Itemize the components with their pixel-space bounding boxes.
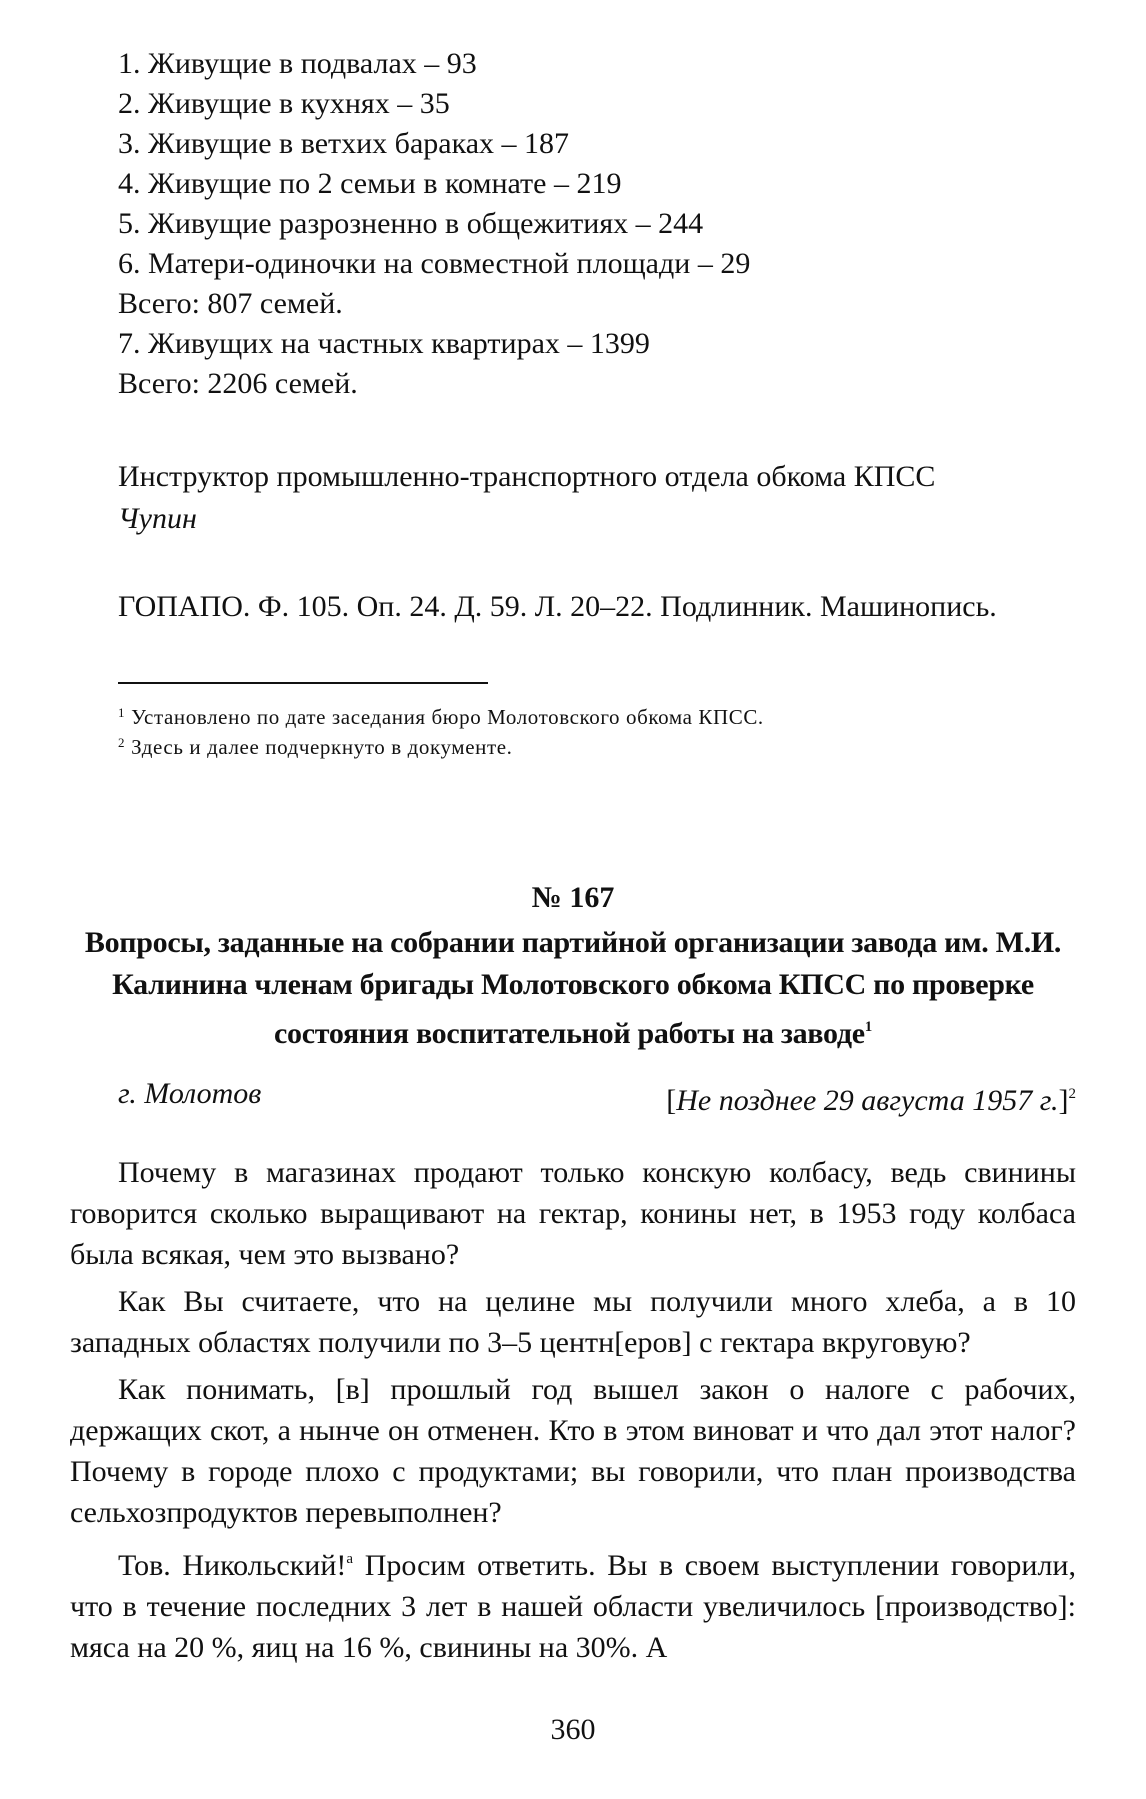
paragraph-rest: Просим ответить. Вы в своем выступлении говорили, что в течение последних 3 лет в нашей области увеличилось [производство]: мяса на 20 %, яиц на 16 %, свинины на 30%. А: [70, 1549, 1076, 1664]
body-paragraph: Почему в магазинах продают только конскую колбасу, ведь свинины говорится сколько выращивают на гектар, конины нет, в 1953 году колбаса была всякая, чем это вызвано?: [70, 1156, 1076, 1271]
signer-position: Инструктор промышленно-транспортного отдела обкома КПСС: [118, 460, 936, 493]
footnote-text: Установлено по дате заседания бюро Молотовского обкома КПСС.: [131, 705, 764, 729]
document-body: [70, 1152, 1076, 1674]
footnotes: [118, 700, 1038, 760]
date-text: Не позднее 29 августа 1957 г.: [676, 1084, 1059, 1117]
list-item: 5. Живущие разрозненно в общежитиях – 244: [118, 207, 704, 240]
signature-block: [118, 456, 1078, 540]
list-item: 1. Живущие в подвалах – 93: [118, 47, 477, 80]
footnote-divider: [118, 682, 488, 684]
footnote: [118, 730, 1038, 760]
housing-list: [118, 44, 1078, 404]
document-date: [666, 1074, 1076, 1121]
document-number: № 167: [531, 881, 615, 914]
list-item: 7. Живущих на частных квартирах – 1399: [118, 327, 650, 360]
footnote: [118, 700, 1038, 730]
footnote-text: Здесь и далее подчеркнуто в документе.: [131, 735, 513, 759]
footnote-mark: 2: [1068, 1086, 1076, 1102]
footnote-mark: а: [346, 1551, 354, 1567]
footnote-mark: 1: [864, 1019, 872, 1035]
body-paragraph: [70, 1539, 1076, 1668]
paragraph-start: Тов. Никольский!: [118, 1549, 347, 1582]
date-bracket-close: ]: [1058, 1084, 1069, 1117]
document-place: г. Молотов: [118, 1077, 262, 1110]
list-item: 2. Живущие в кухнях – 35: [118, 87, 450, 120]
list-item: 4. Живущие по 2 семьи в комнате – 219: [118, 167, 622, 200]
list-item: 6. Матери-одиночки на совместной площади – 29: [118, 247, 751, 280]
footnote-mark: 2: [118, 735, 126, 750]
signer-name: Чупин: [118, 502, 197, 535]
list-total: Всего: 2206 семей.: [118, 367, 358, 400]
body-paragraph: Как понимать, [в] прошлый год вышел закон о налоге с рабочих, держащих скот, а нынче он отменен. Кто в этом виноват и что дал этот налог? Почему в городе плохо с продуктами; вы говорили, что план производства сельхозпродуктов перевыполнен?: [70, 1373, 1076, 1529]
archive-reference: ГОПАПО. Ф. 105. Оп. 24. Д. 59. Л. 20–22. Подлинник. Машинопись.: [118, 590, 997, 623]
date-bracket-open: [: [666, 1084, 677, 1117]
footnote-mark: 1: [118, 705, 126, 720]
body-paragraph: Как Вы считаете, что на целине мы получили много хлеба, а в 10 западных областях получили по 3–5 центн[еров] с гектара вкруговую?: [70, 1285, 1076, 1359]
document-title: [70, 922, 1076, 1055]
document-title-text: Вопросы, заданные на собрании партийной организации завода им. М.И. Калинина членам бригады Молотовского обкома КПСС по проверке состояния воспитательной работы на заводе: [84, 926, 1062, 1050]
list-item: 3. Живущие в ветхих бараках – 187: [118, 127, 570, 160]
list-total: Всего: 807 семей.: [118, 287, 343, 320]
page-number: 360: [550, 1713, 596, 1746]
